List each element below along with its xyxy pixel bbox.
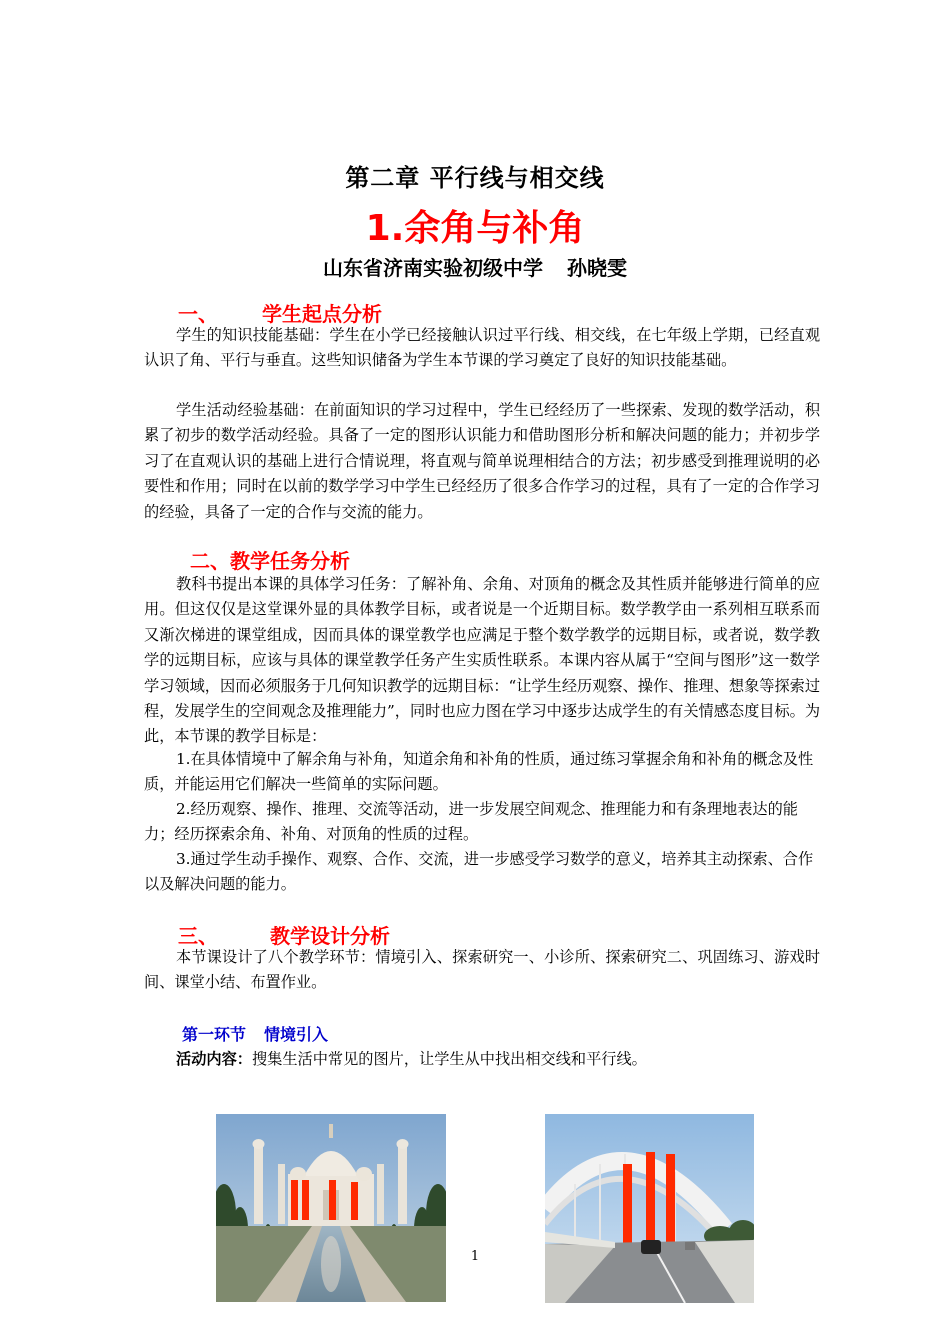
author-name: 孙晓雯	[567, 256, 627, 280]
goal-item: 2.经历观察、操作、推理、交流等活动，进一步发展空间观念、推理能力和有条理地表达的能力；经历探索余角、补角、对顶角的性质的过程。	[144, 800, 798, 844]
section-title: 教学设计分析	[270, 924, 390, 948]
page-number: 1	[470, 1249, 480, 1264]
section-title: 学生起点分析	[262, 302, 382, 326]
activity-label: 活动内容：	[176, 1050, 252, 1068]
goal-item: 1.在具体情境中了解余角与补角，知道余角和补角的性质，通过练习掌握余角和补角的概念及性质，并能运用它们解决一些简单的实际问题。	[144, 750, 814, 794]
school-name: 山东省济南实验初级中学	[323, 256, 543, 280]
author-line	[0, 252, 950, 281]
activity-text: 搜集生活中常见的图片，让学生从中找出相交线和平行线。	[251, 1050, 647, 1068]
taj-mahal-illustration	[216, 1114, 446, 1302]
section-heading-2: 二、教学任务分析	[190, 549, 350, 573]
section-number: 三、	[178, 924, 218, 948]
taj-mahal-photo	[216, 1114, 446, 1302]
activity-line	[176, 1048, 647, 1069]
paragraph: 教科书提出本课的具体学习任务：了解补角、余角、对顶角的概念及其性质并能够进行简单的应用。但这仅仅是这堂课外显的具体教学目标，或者说是一个近期目标。数学教学由一系列相互联系而又渐次梯进的课堂组成，因而具体的课堂教学也应满足于整个数学教学的远期目标，或者说，数学教学的远期目标，应该与具体的课堂教学任务产生实质性联系。本课内容从属于“空间与图形”这一数学学习领域，因而必须服务于几何知识教学的远期目标：“让学生经历观察、操作、推理、想象等探索过程，发展学生的空间观念及推理能力”，同时也应力图在学习中逐步达成学生的有关情感态度目标。为此，本节课的教学目标是：	[144, 575, 821, 746]
paragraph: 本节课设计了八个教学环节：情境引入、探索研究一、小诊所、探索研究二、巩固练习、游戏时间、课堂小结、布置作业。	[144, 948, 820, 992]
bridge-illustration	[545, 1114, 754, 1303]
bridge-photo	[545, 1114, 754, 1303]
step-label: 第一环节	[182, 1025, 247, 1044]
paragraph: 学生的知识技能基础：学生在小学已经接触认识过平行线、相交线，在七年级上学期，已经直观认识了角、平行与垂直。这些知识储备为学生本节课的学习奠定了良好的知识技能基础。	[144, 326, 820, 370]
lesson-title: 1.余角与补角	[365, 208, 585, 249]
step-heading	[182, 1022, 328, 1045]
section-number: 一、	[178, 302, 218, 326]
paragraph: 学生活动经验基础：在前面知识的学习过程中，学生已经经历了一些探索、发现的数学活动，积累了初步的数学活动经验。具备了一定的图形认识能力和借助图形分析和解决问题的能力；并初步学习了在直观认识的基础上进行合情说理，将直观与简单说理相结合的方法；初步感受到推理说明的必要性和作用；同时在以前的数学学习中学生已经经历了很多合作学习的过程，具有了一定的合作学习的经验，具备了一定的合作与交流的能力。	[144, 401, 820, 521]
step-title: 情境引入	[264, 1025, 329, 1044]
chapter-title: 第二章 平行线与相交线	[345, 164, 605, 192]
goal-item: 3.通过学生动手操作、观察、合作、交流，进一步感受学习数学的意义，培养其主动探索、合作以及解决问题的能力。	[144, 850, 814, 894]
